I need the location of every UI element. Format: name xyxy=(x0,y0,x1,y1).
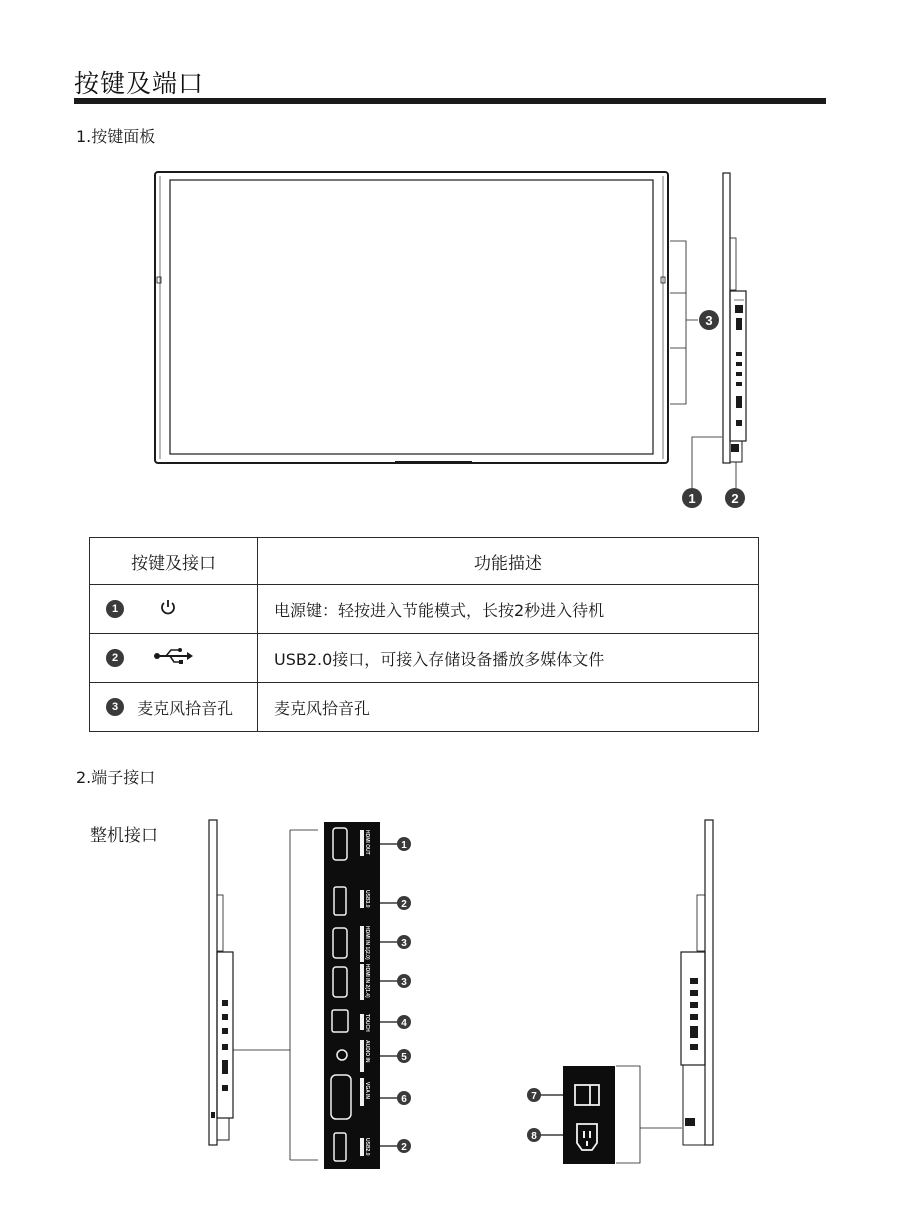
callout-text: 3 xyxy=(401,977,407,988)
port-label: USB3.0 xyxy=(364,890,370,908)
right-port-bracket xyxy=(616,1066,682,1163)
callout-text: 2 xyxy=(401,899,407,910)
left-port-bracket xyxy=(233,830,318,1160)
callout-text: 5 xyxy=(401,1052,407,1063)
callout-text: 1 xyxy=(401,840,407,851)
port-label: HDMI OUT xyxy=(364,830,370,855)
port-label: AUDIO IN xyxy=(364,1040,370,1063)
port-label: VGA IN xyxy=(364,1082,370,1100)
table-header-row xyxy=(90,538,759,585)
display-front-bezel xyxy=(155,172,668,463)
port-label: USB2.0 xyxy=(364,1138,370,1156)
key-cell xyxy=(90,634,258,683)
table-header: 功能描述 xyxy=(258,538,759,585)
port-label: TOUCH xyxy=(364,1014,370,1032)
port-label: HDMI IN 2(1.4) xyxy=(364,964,370,998)
key-cell xyxy=(90,585,258,634)
section-heading-ports: 2.端子接口 xyxy=(76,768,156,787)
page-title: 按键及端口 xyxy=(74,69,205,98)
key-cell xyxy=(90,683,258,732)
row-number-badge: 3 xyxy=(106,698,124,716)
display-side-profile xyxy=(723,173,730,463)
callout-text: 2 xyxy=(731,491,739,506)
usb-icon xyxy=(153,647,193,669)
side-profile-right xyxy=(705,820,713,1145)
callout-text: 6 xyxy=(401,1094,407,1105)
side-profile-left xyxy=(209,820,217,1145)
port-label: HDMI IN 1(2.0) xyxy=(364,926,370,960)
row-number-badge: 1 xyxy=(106,600,124,618)
row-number-badge: 2 xyxy=(106,649,124,667)
description-cell: 电源键：轻按进入节能模式，长按2秒进入待机 xyxy=(258,585,759,634)
callout-text: 1 xyxy=(688,491,696,506)
whole-unit-label: 整机接口 xyxy=(90,826,158,846)
callout-text: 3 xyxy=(705,313,713,328)
callout-text: 3 xyxy=(401,938,407,949)
callout-text: 8 xyxy=(531,1131,537,1142)
description-cell: USB2.0接口，可接入存储设备播放多媒体文件 xyxy=(258,634,759,683)
callout-text: 4 xyxy=(401,1018,407,1029)
table-row xyxy=(90,634,759,683)
description-cell: 麦克风拾音孔 xyxy=(258,683,759,732)
table-header: 按键及接口 xyxy=(90,538,258,585)
callout-text: 2 xyxy=(401,1142,407,1153)
table-row xyxy=(90,585,759,634)
display-screen xyxy=(170,180,653,454)
port-module-left-side xyxy=(217,952,233,1118)
key-function-table xyxy=(89,537,759,732)
power-icon xyxy=(159,598,177,620)
table-row xyxy=(90,683,759,732)
mic-bracket xyxy=(670,241,698,404)
section-heading-key-panel: 1.按键面板 xyxy=(76,127,156,146)
key-label: 麦克风拾音孔 xyxy=(137,698,234,718)
callout-text: 7 xyxy=(531,1091,537,1102)
